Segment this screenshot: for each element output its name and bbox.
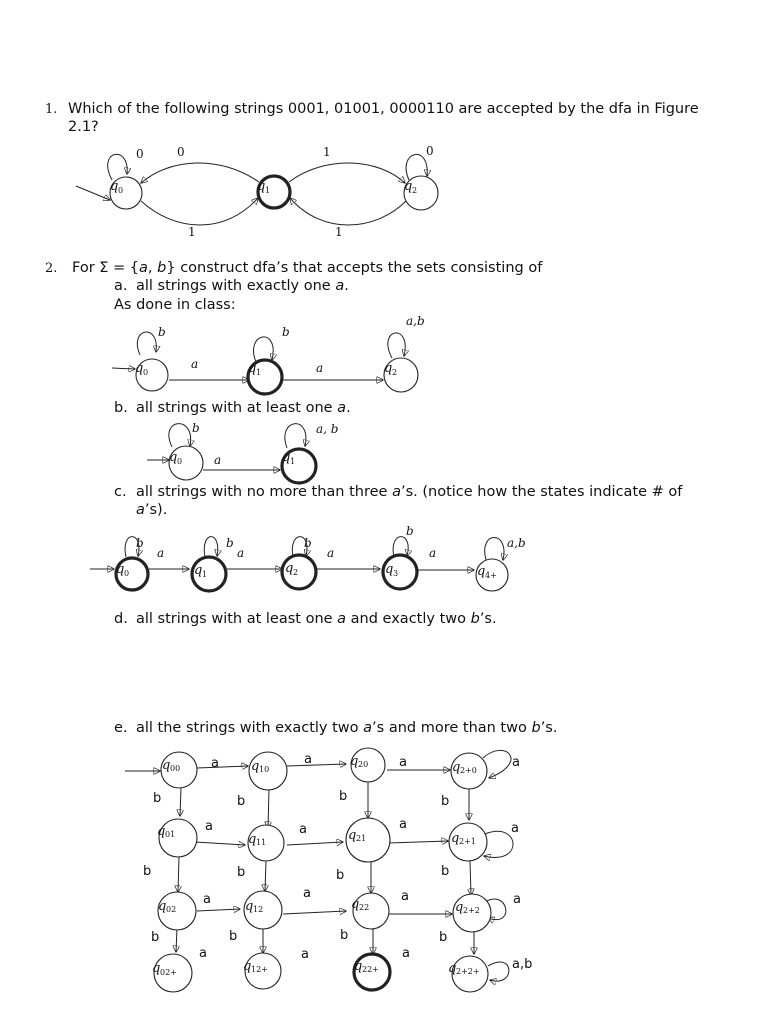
label-q0-loop: b	[136, 536, 144, 550]
part-b-end: .	[346, 400, 351, 416]
state-q4-sub: 4+	[485, 571, 497, 580]
self-loop-q0	[108, 154, 127, 180]
label-q0-q1: a	[157, 546, 165, 560]
state-q2-name: q	[404, 179, 413, 194]
label-a: a	[402, 946, 410, 961]
state-q1-name: q	[257, 179, 266, 194]
label-a: a	[205, 819, 213, 834]
state-q00-name: q	[162, 758, 171, 773]
label-a: a	[211, 756, 219, 771]
part-a-var: a	[335, 278, 345, 294]
label-q0-loop: b	[158, 325, 166, 339]
state-q12-name: q	[245, 899, 254, 914]
label-b: b	[229, 929, 238, 944]
label-q1-q2: a	[237, 546, 245, 560]
part-e-marker: e.	[114, 720, 128, 736]
label-q1-loop: b	[282, 325, 290, 339]
state-q02-name: q	[158, 899, 167, 914]
part-a-desc: all strings with exactly one	[136, 278, 336, 294]
label-b: b	[237, 794, 246, 809]
label-a: a	[399, 817, 407, 832]
part-e-var: a	[363, 720, 373, 736]
label-a: a	[399, 755, 407, 770]
state-q12p-sub: 12+	[251, 965, 268, 974]
label-q2-loop: a,b	[406, 314, 425, 328]
figure-part-b	[147, 421, 338, 483]
start-arrow	[112, 368, 135, 369]
part-b-desc: all strings with at least one	[136, 400, 338, 416]
label-b: b	[339, 789, 348, 804]
label-a: a	[304, 752, 312, 767]
state-q22-sub: 22	[359, 903, 370, 912]
state-q2-sub: 2	[293, 568, 299, 577]
state-q10-name: q	[251, 759, 260, 774]
state-q2p0-name: q	[452, 760, 461, 775]
label-q3-q4: a	[429, 546, 437, 560]
part-a-note: As done in class:	[114, 297, 236, 313]
state-q11-sub: 11	[256, 838, 267, 847]
state-q2-name: q	[384, 361, 393, 376]
intro-prefix: For	[72, 260, 100, 276]
part-c-desc: all strings with no more than three	[136, 484, 393, 500]
label-b: b	[441, 794, 450, 809]
label-q0-q1: a	[191, 357, 199, 371]
state-q1-sub: 1	[290, 457, 296, 466]
part-d-end: ’s.	[479, 611, 497, 627]
part-a-marker: a.	[114, 278, 128, 294]
state-q1-name: q	[248, 361, 257, 376]
edge-q2p1-q2p2	[470, 861, 471, 895]
intro-suffix: } construct dfa’s that accepts the sets consisting of	[166, 260, 543, 276]
state-q21-sub: 21	[356, 834, 367, 843]
label-a-loop: a	[512, 755, 520, 770]
state-q02p-name: q	[152, 961, 161, 976]
state-q2p0-sub: 2+0	[460, 766, 477, 775]
label-q0-loop: 0	[136, 147, 144, 161]
state-q0-name: q	[135, 361, 144, 376]
label-a: a	[303, 886, 311, 901]
part-b-marker: b.	[114, 400, 128, 416]
state-q0-sub: 0	[118, 186, 124, 195]
edge-q0-q1	[141, 198, 258, 225]
edge-q1-q2	[289, 163, 405, 183]
state-q01-sub: 01	[165, 830, 176, 839]
part-d-var2: b	[470, 611, 480, 627]
edge-q2-q1	[290, 198, 406, 225]
self-loop-q4	[485, 538, 504, 561]
separator: ,	[147, 260, 158, 276]
self-loop-q0	[169, 424, 191, 447]
edge-q11-q21	[287, 842, 343, 845]
symbol-b: b	[157, 260, 167, 276]
state-q3-name: q	[385, 562, 394, 577]
label-q1-q0: 0	[177, 145, 185, 159]
label-q1-loop: a, b	[316, 422, 339, 436]
part-a-end: .	[344, 278, 349, 294]
label-a: a	[299, 822, 307, 837]
state-q02-sub: 02	[166, 905, 177, 914]
self-loop-q2p2p	[488, 962, 509, 981]
intro-set: = {	[108, 260, 140, 276]
problem-1-number: 1.	[45, 102, 58, 117]
state-q3-sub: 3	[393, 569, 399, 578]
state-q0-name: q	[116, 562, 125, 577]
part-d-desc2: and exactly two	[346, 611, 471, 627]
self-loop-q2	[388, 333, 405, 358]
label-a-loop: a	[511, 821, 519, 836]
state-q2p2p-sub: 2+2+	[456, 967, 480, 976]
label-q0-loop: b	[192, 421, 200, 435]
state-q22p-name: q	[354, 959, 363, 974]
label-q1-loop: b	[226, 536, 234, 550]
state-q2p1-sub: 2+1	[459, 837, 476, 846]
label-q1-q2: a	[316, 361, 324, 375]
state-q1-sub: 1	[256, 368, 262, 377]
label-q1-q2: 1	[323, 145, 331, 159]
label-q0-q1: a	[214, 453, 222, 467]
start-arrow	[76, 186, 110, 200]
state-q0-sub: 0	[143, 368, 149, 377]
state-q2-sub: 2	[412, 186, 418, 195]
self-loop-q1	[285, 424, 306, 448]
state-q12-sub: 12	[253, 905, 264, 914]
label-ab-loop: a,b	[512, 957, 533, 972]
edge-q01-q11	[195, 842, 245, 845]
label-a: a	[199, 946, 207, 961]
label-q2-q1: 1	[335, 225, 343, 239]
state-q22-name: q	[351, 897, 360, 912]
label-a: a	[401, 889, 409, 904]
figure-2-1	[76, 144, 438, 239]
label-q2-q3: a	[327, 546, 335, 560]
state-q20-sub: 20	[358, 760, 369, 769]
problem-1-text-line2: 2.1?	[68, 119, 99, 135]
state-q01-name: q	[157, 824, 166, 839]
label-b: b	[143, 864, 152, 879]
state-q0-sub: 0	[177, 457, 183, 466]
self-loop-q2p1	[484, 831, 513, 857]
label-b: b	[151, 930, 160, 945]
sigma-symbol: Σ	[99, 260, 109, 276]
state-q2-sub: 2	[392, 368, 398, 377]
figure-part-c	[90, 524, 526, 591]
state-q21-name: q	[348, 828, 357, 843]
label-q2-loop: b	[304, 536, 312, 550]
part-d-marker: d.	[114, 611, 128, 627]
state-q2-name: q	[285, 561, 294, 576]
label-b: b	[153, 791, 162, 806]
state-q4-name: q	[477, 564, 486, 579]
label-b: b	[340, 928, 349, 943]
state-q02p-sub: 02+	[160, 968, 177, 977]
state-q1-sub: 1	[202, 570, 208, 579]
part-e-var2: b	[531, 720, 541, 736]
label-b: b	[439, 930, 448, 945]
edge-q11-q12	[265, 860, 266, 891]
state-q2p1-name: q	[451, 831, 460, 846]
part-e-desc: all the strings with exactly two	[136, 720, 364, 736]
problem-2-number: 2.	[45, 261, 58, 276]
edge-q02-q12	[197, 909, 240, 911]
state-q2p2p-name: q	[448, 961, 457, 976]
part-c-line2-end: ’s).	[144, 502, 168, 518]
label-a: a	[301, 947, 309, 962]
label-b: b	[441, 864, 450, 879]
edge-q12-q22	[283, 911, 346, 914]
state-q11-name: q	[248, 832, 257, 847]
symbol-a: a	[139, 260, 148, 276]
edge-q01-q02	[178, 857, 179, 892]
state-q20-name: q	[350, 754, 359, 769]
figure-part-e	[125, 748, 532, 992]
edge-q02-q02p	[176, 928, 177, 952]
label-q0-q1: 1	[188, 225, 196, 239]
edge-q1-q0	[141, 163, 259, 183]
self-loop-q0	[137, 332, 156, 355]
state-q0-name: q	[110, 179, 119, 194]
part-c-desc2: ’s. (notice how the states indicate # of	[400, 484, 683, 500]
edge-q10-q20	[287, 764, 346, 766]
label-b: b	[336, 868, 345, 883]
part-d-desc: all strings with at least one	[136, 611, 338, 627]
label-a-loop: a	[513, 892, 521, 907]
part-e-end: ’s.	[540, 720, 558, 736]
state-q0-sub: 0	[124, 569, 130, 578]
label-q2-loop: 0	[426, 144, 434, 158]
state-q22p-sub: 22+	[362, 965, 379, 974]
part-c-marker: c.	[114, 484, 127, 500]
label-b: b	[237, 865, 246, 880]
self-loop-q1	[254, 337, 274, 362]
state-q1-sub: 1	[265, 186, 271, 195]
problem-1-text: Which of the following strings 0001, 01001, 0000110 are accepted by the dfa in Figure	[68, 101, 699, 117]
state-q2p2-name: q	[455, 900, 464, 915]
edge-q00-q10	[197, 766, 248, 768]
label-q3-loop: b	[406, 524, 414, 538]
self-loop-q1	[204, 537, 217, 557]
figure-part-a	[112, 314, 425, 394]
state-q12p-name: q	[243, 959, 252, 974]
state-q1-name: q	[282, 450, 291, 465]
state-q10-sub: 10	[259, 765, 270, 774]
state-q00-sub: 00	[170, 764, 181, 773]
edge-q00-q01	[180, 788, 181, 816]
part-c-line2-var: a	[136, 502, 145, 518]
label-a: a	[203, 892, 211, 907]
state-q0-name: q	[169, 450, 178, 465]
part-d-var: a	[337, 611, 347, 627]
part-b-var: a	[337, 400, 347, 416]
state-q2p2-sub: 2+2	[463, 906, 480, 915]
edge-q10-q11	[268, 789, 269, 828]
edge-q21-q2p1	[388, 841, 448, 843]
part-c-var: a	[392, 484, 401, 500]
label-q4-loop: a,b	[507, 536, 526, 550]
part-e-desc2: ’s and more than two	[372, 720, 532, 736]
state-q1-name: q	[194, 563, 203, 578]
